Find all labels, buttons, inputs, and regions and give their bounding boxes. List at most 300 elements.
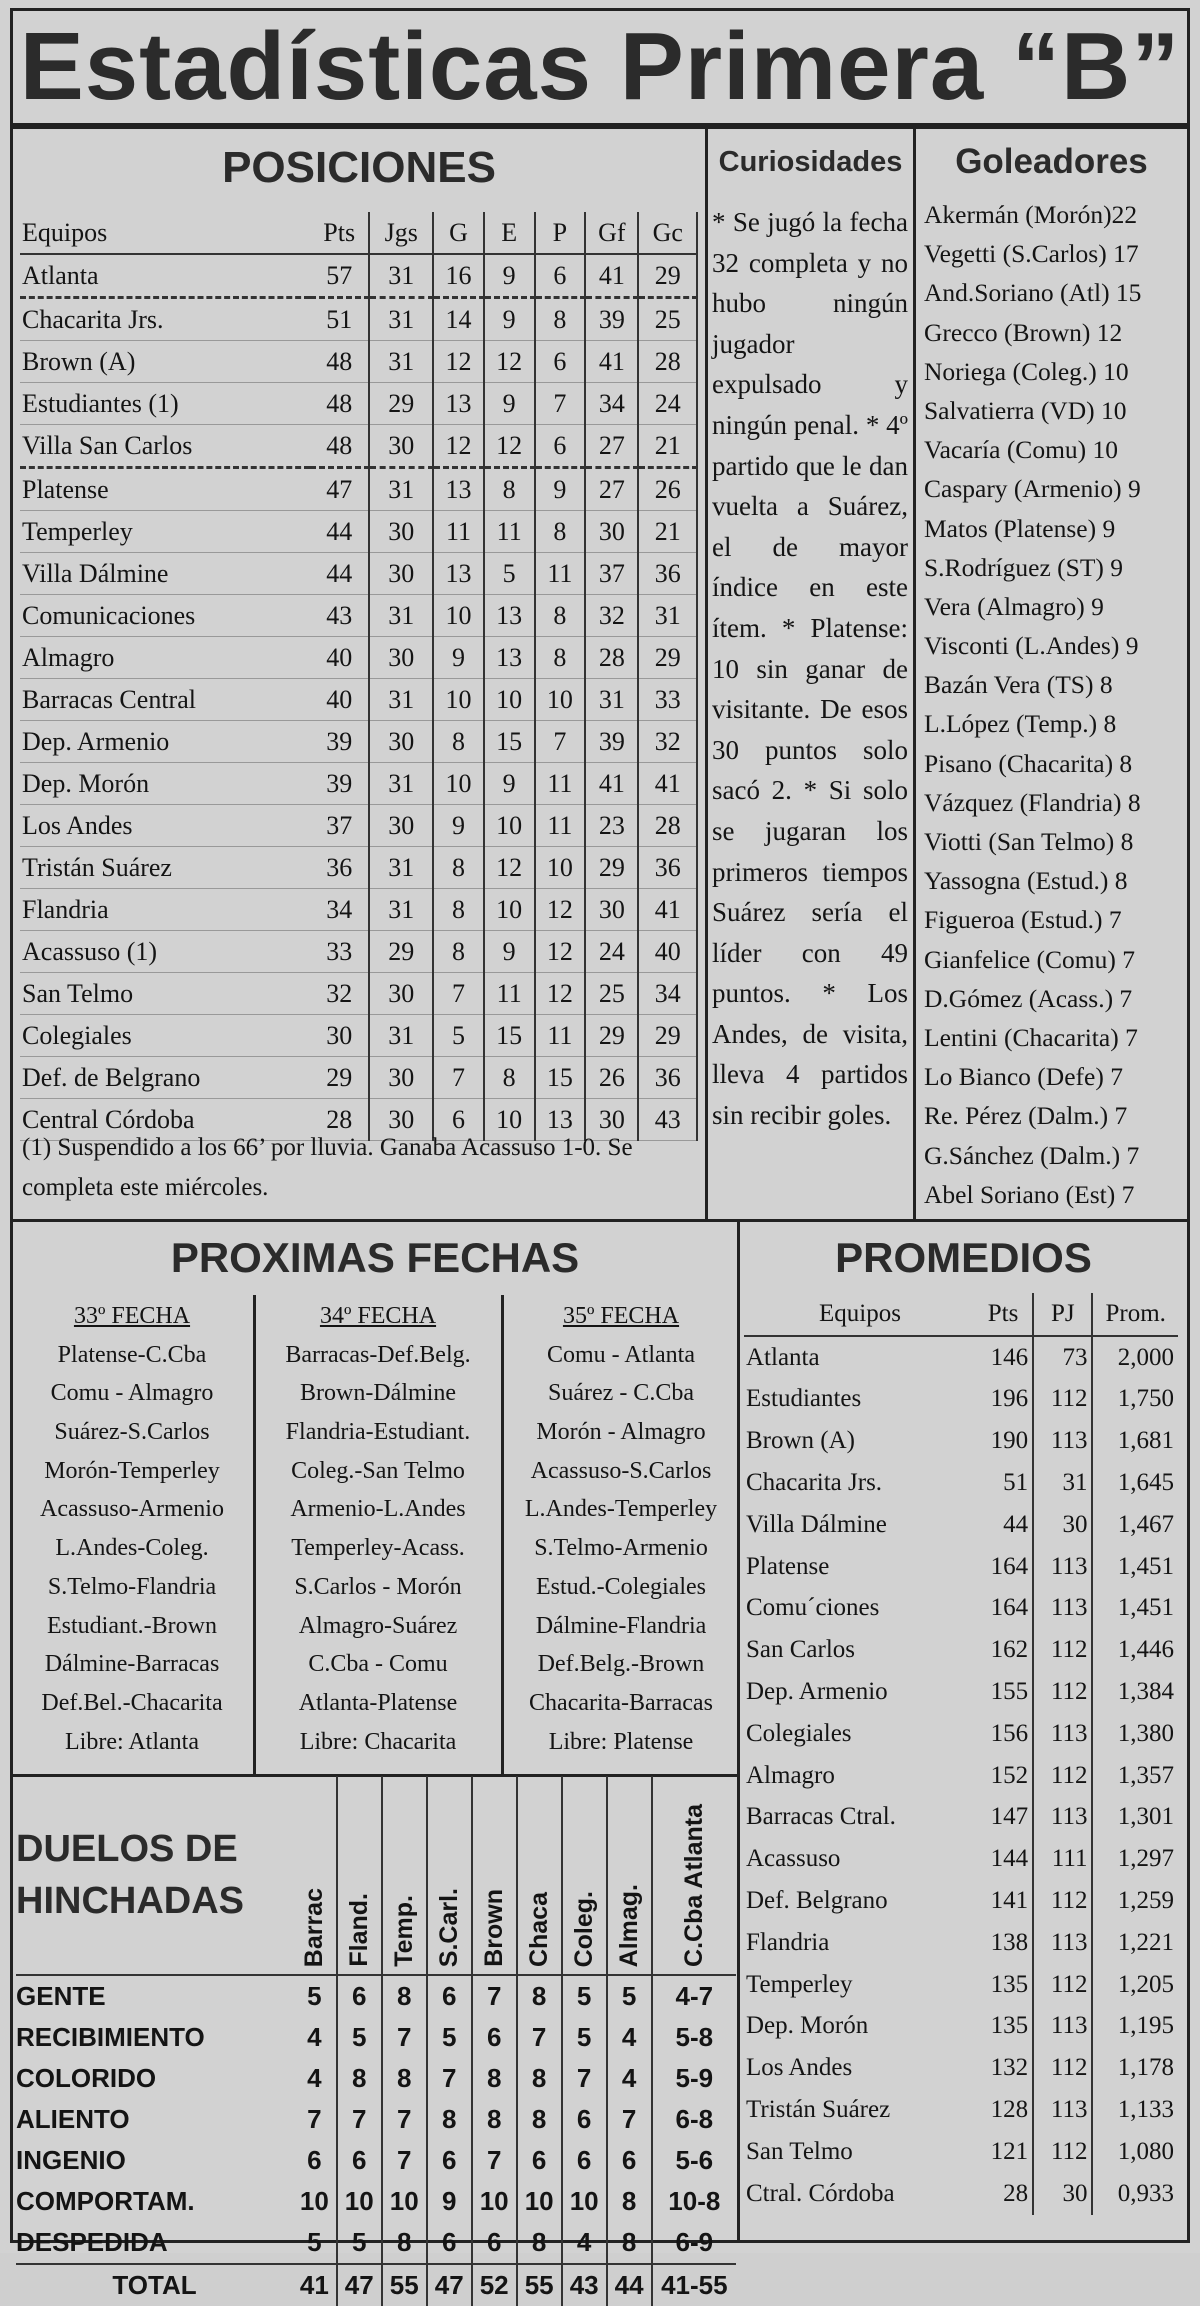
promedios-heading: PROMEDIOS — [835, 1234, 1092, 1281]
fixture-item: Estud.-Colegiales — [536, 1573, 706, 1600]
total-cell: 55 — [517, 2264, 562, 2306]
posiciones-note: (1) Suspendido a los 66’ por lluvia. Ganaba Acassuso 1-0. Se completa este miércoles. — [22, 1134, 633, 1201]
table-row — [744, 1922, 1178, 1964]
score-cell: 6 — [337, 2140, 382, 2181]
stat-cell: 36 — [638, 1057, 697, 1099]
scorer-item: Noriega (Coleg.) 10 — [924, 356, 1129, 386]
total-cell: 52 — [472, 2264, 517, 2306]
stat-cell: 34 — [638, 973, 697, 1015]
table-row — [744, 2131, 1178, 2173]
scorer-item: S.Rodríguez (ST) 9 — [924, 552, 1124, 582]
score-cell: 7 — [472, 1975, 517, 2017]
column-header: Pts — [974, 1293, 1033, 1336]
stat-cell: 26 — [585, 1057, 638, 1099]
stat-cell: 1,446 — [1117, 1636, 1174, 1664]
score-cell: 8 — [382, 2222, 427, 2264]
score-cell: 5 — [337, 2017, 382, 2058]
fixture-item: S.Telmo-Armenio — [534, 1535, 708, 1562]
stat-cell: 14 — [433, 298, 484, 341]
stat-cell: 47 — [310, 468, 369, 511]
fixture-item: Temperley-Acass. — [291, 1535, 465, 1562]
team-name: Dep. Morón — [746, 2012, 869, 2040]
stat-cell: 6 — [535, 341, 586, 383]
stat-cell: 9 — [484, 298, 535, 341]
stat-cell: 9 — [433, 637, 484, 679]
team-name: Villa San Carlos — [20, 425, 310, 468]
stat-cell: 12 — [484, 425, 535, 468]
stat-cell: 31 — [585, 679, 638, 721]
stat-cell: 112 — [1033, 1755, 1092, 1797]
fixture-item: Acassuso-S.Carlos — [530, 1457, 712, 1484]
scorer-item: D.Gómez (Acass.) 7 — [924, 983, 1133, 1013]
table-row — [16, 2140, 736, 2181]
team-name: Def. de Belgrano — [20, 1057, 310, 1099]
table-row — [20, 298, 697, 341]
stat-cell: 196 — [974, 1379, 1033, 1421]
column-header: Pts — [310, 212, 369, 254]
stat-cell: 40 — [310, 637, 369, 679]
stat-cell: 39 — [310, 763, 369, 805]
stat-cell: 30 — [369, 1099, 433, 1141]
table-row — [20, 425, 697, 468]
stat-cell: 41 — [638, 763, 697, 805]
stat-cell: 6 — [433, 1099, 484, 1141]
fixture-item: Barracas-Def.Belg. — [285, 1341, 471, 1368]
stat-cell: 28 — [638, 341, 697, 383]
team-name: Los Andes — [746, 2054, 853, 2082]
team-name: San Carlos — [746, 1636, 856, 1664]
score-cell: 8 — [382, 1975, 427, 2017]
table-row — [20, 341, 697, 383]
stat-cell: 7 — [535, 383, 586, 425]
stat-cell: 1,221 — [1117, 1928, 1174, 1956]
stat-cell: 10 — [484, 889, 535, 931]
category-label: GENTE — [16, 1981, 106, 2011]
stat-cell: 57 — [310, 254, 369, 298]
stat-cell: 113 — [1033, 1420, 1092, 1462]
stat-cell: 33 — [638, 679, 697, 721]
stat-cell: 36 — [310, 847, 369, 889]
table-row — [744, 1964, 1178, 2006]
score-cell: 8 — [517, 2058, 562, 2099]
stat-cell: 31 — [369, 889, 433, 931]
stat-cell: 6 — [535, 254, 586, 298]
stat-cell: 1,178 — [1117, 2054, 1174, 2082]
stat-cell: 21 — [638, 511, 697, 553]
score-cell: 8 — [607, 2181, 652, 2222]
stat-cell: 9 — [484, 383, 535, 425]
team-name: Comu´ciones — [746, 1594, 880, 1622]
stat-cell: 8 — [535, 637, 586, 679]
team-name: Flandria — [20, 889, 310, 931]
stat-cell: 1,451 — [1117, 1552, 1174, 1580]
stat-cell: 34 — [310, 889, 369, 931]
table-row — [744, 1629, 1178, 1671]
stat-cell: 1,205 — [1117, 1970, 1174, 1998]
stat-cell: 36 — [638, 553, 697, 595]
proximas-heading: PROXIMAS FECHAS — [170, 1234, 580, 1281]
score-cell: 8 — [337, 2058, 382, 2099]
stat-cell: 10 — [535, 679, 586, 721]
column-header: G — [433, 212, 484, 254]
stat-cell: 12 — [535, 931, 586, 973]
stat-cell: 21 — [638, 425, 697, 468]
stat-cell: 147 — [974, 1797, 1033, 1839]
fixture-item: Def.Bel.-Chacarita — [41, 1689, 223, 1716]
table-row — [20, 595, 697, 637]
stat-cell: 8 — [433, 847, 484, 889]
score-cell: 6-8 — [675, 2104, 714, 2134]
duelos-heading — [16, 1776, 293, 1975]
fixture-item: Libre: Atlanta — [65, 1728, 199, 1755]
stat-cell: 31 — [369, 763, 433, 805]
fixture-item: L.Andes-Temperley — [524, 1496, 718, 1523]
score-cell: 4 — [607, 2017, 652, 2058]
stat-cell: 41 — [585, 763, 638, 805]
team-name: Dep. Morón — [20, 763, 310, 805]
category-label: ALIENTO — [16, 2104, 130, 2134]
total-cell: 41 — [293, 2264, 337, 2306]
stat-cell: 146 — [974, 1336, 1033, 1379]
score-cell: 9 — [427, 2181, 472, 2222]
stat-cell: 31 — [369, 298, 433, 341]
total-label: TOTAL — [16, 2264, 293, 2306]
duelos-heading-line1: DUELOS DE — [16, 1828, 238, 1870]
fecha-title: 33º FECHA — [73, 1303, 191, 1329]
stat-cell: 8 — [433, 889, 484, 931]
team-name: Acassuso (1) — [20, 931, 310, 973]
table-row — [20, 553, 697, 595]
stat-cell: 1,259 — [1117, 1887, 1174, 1915]
score-cell: 10 — [472, 2181, 517, 2222]
stat-cell: 30 — [1033, 2173, 1092, 2215]
duelos-table — [16, 1776, 736, 2306]
score-cell: 7 — [382, 2140, 427, 2181]
table-row — [744, 2047, 1178, 2089]
stat-cell: 39 — [585, 721, 638, 763]
stat-cell: 164 — [974, 1588, 1033, 1630]
stat-cell: 28 — [585, 637, 638, 679]
stat-cell: 30 — [369, 805, 433, 847]
scorer-item: Visconti (L.Andes) 9 — [924, 631, 1139, 661]
fixture-item: Suárez - C.Cba — [548, 1380, 694, 1407]
score-cell: 7 — [517, 2017, 562, 2058]
team-column-header — [472, 1776, 517, 1975]
stat-cell: 12 — [535, 973, 586, 1015]
team-name: Ctral. Córdoba — [746, 2179, 895, 2207]
stat-cell: 36 — [638, 847, 697, 889]
score-cell: 5 — [562, 1975, 607, 2017]
fixture-item: Morón-Temperley — [44, 1457, 220, 1484]
stat-cell: 112 — [1033, 2131, 1092, 2173]
table-row — [20, 931, 697, 973]
table-row — [744, 1462, 1178, 1504]
stat-cell: 135 — [974, 1964, 1033, 2006]
stat-cell: 1,133 — [1117, 2096, 1174, 2124]
stat-cell: 12 — [433, 341, 484, 383]
table-row — [744, 1755, 1178, 1797]
table-row — [16, 2222, 736, 2264]
stat-cell: 30 — [369, 721, 433, 763]
score-cell: 7 — [562, 2058, 607, 2099]
stat-cell: 1,467 — [1117, 1510, 1174, 1538]
scorer-item: Matos (Platense) 9 — [924, 513, 1116, 543]
stat-cell: 15 — [484, 1015, 535, 1057]
stat-cell: 31 — [369, 1015, 433, 1057]
score-cell: 10 — [382, 2181, 427, 2222]
table-row — [20, 763, 697, 805]
team-name: Colegiales — [20, 1015, 310, 1057]
score-cell: 5 — [427, 2017, 472, 2058]
scorer-item: Yassogna (Estud.) 8 — [924, 866, 1128, 896]
team-name: Estudiantes (1) — [20, 383, 310, 425]
score-cell: 8 — [382, 2058, 427, 2099]
stat-cell: 12 — [484, 341, 535, 383]
stat-cell: 7 — [535, 721, 586, 763]
score-cell: 6 — [562, 2140, 607, 2181]
stat-cell: 112 — [1033, 1671, 1092, 1713]
team-label: Coleg. — [570, 1890, 599, 1967]
score-cell: 6-9 — [675, 2227, 714, 2257]
scorer-item: Gianfelice (Comu) 7 — [924, 944, 1136, 974]
scorer-item: Grecco (Brown) 12 — [924, 317, 1123, 347]
scorer-item: Figueroa (Estud.) 7 — [924, 905, 1122, 935]
table-row — [20, 383, 697, 425]
stat-cell: 13 — [433, 553, 484, 595]
scorer-item: And.Soriano (Atl) 15 — [924, 278, 1142, 308]
goleadores-heading: Goleadores — [955, 142, 1148, 181]
fixture-item: Libre: Chacarita — [299, 1728, 457, 1755]
stat-cell: 29 — [638, 254, 697, 298]
score-cell: 5 — [562, 2017, 607, 2058]
fecha-title: 35º FECHA — [562, 1303, 680, 1329]
stat-cell: 30 — [585, 1099, 638, 1141]
stat-cell: 29 — [585, 1015, 638, 1057]
team-name: Platense — [746, 1552, 830, 1580]
column-header: Equipos — [20, 212, 310, 254]
table-row — [744, 1880, 1178, 1922]
team-name: Dep. Armenio — [746, 1678, 888, 1706]
stat-cell: 25 — [638, 298, 697, 341]
team-name: Brown (A) — [746, 1427, 856, 1455]
total-cell: 55 — [382, 2264, 427, 2306]
team-column-header — [517, 1776, 562, 1975]
table-row — [20, 889, 697, 931]
stat-cell: 112 — [1033, 1629, 1092, 1671]
stat-cell: 30 — [369, 637, 433, 679]
stat-cell: 10 — [433, 763, 484, 805]
team-name: Atlanta — [20, 254, 310, 298]
score-cell: 4-7 — [675, 1981, 714, 2011]
stat-cell: 2,000 — [1117, 1343, 1174, 1371]
stat-cell: 44 — [310, 553, 369, 595]
fecha-35-column — [505, 1297, 737, 1761]
table-row — [20, 637, 697, 679]
stat-cell: 1,195 — [1117, 2012, 1174, 2040]
stat-cell: 164 — [974, 1546, 1033, 1588]
table-row — [744, 1336, 1178, 1379]
duelos-header-row — [16, 1776, 736, 1975]
stat-cell: 113 — [1033, 1713, 1092, 1755]
score-cell: 8 — [607, 2222, 652, 2264]
table-row — [20, 805, 697, 847]
duelos-heading-line2: HINCHADAS — [16, 1880, 244, 1922]
stat-cell: 41 — [585, 341, 638, 383]
stat-cell: 1,357 — [1117, 1761, 1174, 1789]
team-name: Villa Dálmine — [746, 1510, 887, 1538]
team-name: Chacarita Jrs. — [20, 298, 310, 341]
stat-cell: 1,681 — [1117, 1427, 1174, 1455]
scorer-item: Re. Pérez (Dalm.) 7 — [924, 1101, 1128, 1131]
score-cell: 8 — [517, 2222, 562, 2264]
stat-cell: 8 — [535, 595, 586, 637]
stat-cell: 30 — [585, 511, 638, 553]
stat-cell: 8 — [484, 468, 535, 511]
fixture-item: Armenio-L.Andes — [290, 1496, 466, 1523]
category-label: DESPEDIDA — [16, 2227, 168, 2257]
stat-cell: 25 — [585, 973, 638, 1015]
stat-cell: 9 — [535, 468, 586, 511]
stat-cell: 48 — [310, 383, 369, 425]
team-label: S.Carl. — [435, 1887, 464, 1967]
curiosidades-text: * Se jugó la fecha 32 completa y no hubo ningún jugador expulsado y ningún penal. * 4º partido que le dan vuelta a Suárez, el de mayor índice en este ítem. * Platense: 10 sin ganar de visitante. De esos 30 puntos solo sacó 2. * Si solo se jugaran los primeros tiempos Suárez sería el líder con 49 puntos. * Los Andes, de visita, lleva 4 partidos sin recibir goles. — [712, 207, 908, 1131]
stat-cell: 28 — [974, 2173, 1033, 2215]
team-name: Barracas Ctral. — [746, 1803, 896, 1831]
stat-cell: 11 — [535, 805, 586, 847]
score-cell: 10-8 — [668, 2186, 721, 2216]
team-name: Temperley — [746, 1970, 853, 1998]
stat-cell: 5 — [433, 1015, 484, 1057]
score-cell: 6 — [337, 1975, 382, 2017]
stat-cell: 43 — [310, 595, 369, 637]
table-row — [16, 2181, 736, 2222]
team-column-header — [562, 1776, 607, 1975]
stat-cell: 10 — [535, 847, 586, 889]
team-name: Temperley — [20, 511, 310, 553]
stat-cell: 113 — [1033, 1546, 1092, 1588]
stat-cell: 43 — [638, 1099, 697, 1141]
promedios-table — [744, 1293, 1178, 2215]
team-label: C.Cba Atlanta — [680, 1804, 709, 1967]
team-column-header — [382, 1776, 427, 1975]
stat-cell: 33 — [310, 931, 369, 973]
team-name: Tristán Suárez — [20, 847, 310, 889]
score-cell: 6 — [472, 2222, 517, 2264]
stat-cell: 29 — [369, 383, 433, 425]
stat-cell: 141 — [974, 1880, 1033, 1922]
column-header: PJ — [1033, 1293, 1092, 1336]
score-cell: 10 — [293, 2181, 337, 2222]
team-name: Villa Dálmine — [20, 553, 310, 595]
team-column-header — [607, 1776, 652, 1975]
stat-cell: 29 — [369, 931, 433, 973]
scorer-item: L.López (Temp.) 8 — [924, 709, 1117, 739]
stat-cell: 10 — [484, 679, 535, 721]
table-row — [744, 1379, 1178, 1421]
team-name: Dep. Armenio — [20, 721, 310, 763]
stat-cell: 10 — [433, 679, 484, 721]
stat-cell: 1,451 — [1117, 1594, 1174, 1622]
table-row — [20, 511, 697, 553]
fixture-item: Comu - Atlanta — [547, 1341, 695, 1368]
stat-cell: 31 — [369, 679, 433, 721]
table-row — [744, 1546, 1178, 1588]
fixture-item: Chacarita-Barracas — [529, 1689, 713, 1716]
scorer-item: Caspary (Armenio) 9 — [924, 474, 1141, 504]
category-label: COMPORTAM. — [16, 2186, 195, 2216]
stat-cell: 32 — [310, 973, 369, 1015]
stat-cell: 29 — [638, 637, 697, 679]
score-cell: 7 — [293, 2099, 337, 2140]
stat-cell: 1,384 — [1117, 1678, 1174, 1706]
stat-cell: 12 — [535, 889, 586, 931]
table-row — [20, 1057, 697, 1099]
scorer-item: Akermán (Morón)22 — [924, 200, 1138, 229]
stat-cell: 31 — [369, 468, 433, 511]
page-title: Estadísticas Primera “B” — [10, 8, 1190, 126]
stat-cell: 15 — [484, 721, 535, 763]
scorer-item: Vázquez (Flandria) 8 — [924, 787, 1141, 817]
stat-cell: 51 — [974, 1462, 1033, 1504]
stat-cell: 1,750 — [1117, 1385, 1174, 1413]
table-row — [20, 679, 697, 721]
stat-cell: 6 — [535, 425, 586, 468]
column-header: E — [484, 212, 535, 254]
fixture-item: Dálmine-Barracas — [44, 1651, 220, 1678]
promedios-header-row — [744, 1293, 1178, 1336]
team-name: Brown (A) — [20, 341, 310, 383]
stat-cell: 51 — [310, 298, 369, 341]
table-row — [20, 468, 697, 511]
stat-cell: 40 — [310, 679, 369, 721]
stat-cell: 23 — [585, 805, 638, 847]
score-cell: 4 — [562, 2222, 607, 2264]
score-cell: 6 — [562, 2099, 607, 2140]
stat-cell: 9 — [484, 763, 535, 805]
stat-cell: 13 — [484, 637, 535, 679]
score-cell: 5-8 — [675, 2022, 714, 2052]
team-name: Flandria — [746, 1928, 830, 1956]
scorer-item: Salvatierra (VD) 10 — [924, 395, 1127, 425]
fixture-item: Acassuso-Armenio — [40, 1496, 224, 1523]
stat-cell: 11 — [535, 763, 586, 805]
stat-cell: 128 — [974, 2089, 1033, 2131]
stat-cell: 41 — [638, 889, 697, 931]
table-row — [20, 254, 697, 298]
stat-cell: 135 — [974, 2006, 1033, 2048]
score-cell: 10 — [517, 2181, 562, 2222]
category-label: COLORIDO — [16, 2063, 157, 2093]
team-name: Almagro — [746, 1761, 835, 1789]
total-cell: 43 — [562, 2264, 607, 2306]
stat-cell: 30 — [369, 973, 433, 1015]
stat-cell: 11 — [535, 1015, 586, 1057]
stat-cell: 41 — [585, 254, 638, 298]
stat-cell: 37 — [310, 805, 369, 847]
stat-cell: 39 — [310, 721, 369, 763]
team-name: San Telmo — [746, 2137, 853, 2165]
stat-cell: 11 — [484, 511, 535, 553]
stat-cell: 31 — [1033, 1462, 1092, 1504]
stat-cell: 9 — [484, 254, 535, 298]
score-cell: 5 — [607, 1975, 652, 2017]
fecha-title: 34º FECHA — [319, 1303, 437, 1329]
table-row — [16, 2099, 736, 2140]
stat-cell: 31 — [369, 341, 433, 383]
fixture-item: Flandria-Estudiant. — [285, 1419, 471, 1446]
stat-cell: 28 — [310, 1099, 369, 1141]
stat-cell: 152 — [974, 1755, 1033, 1797]
